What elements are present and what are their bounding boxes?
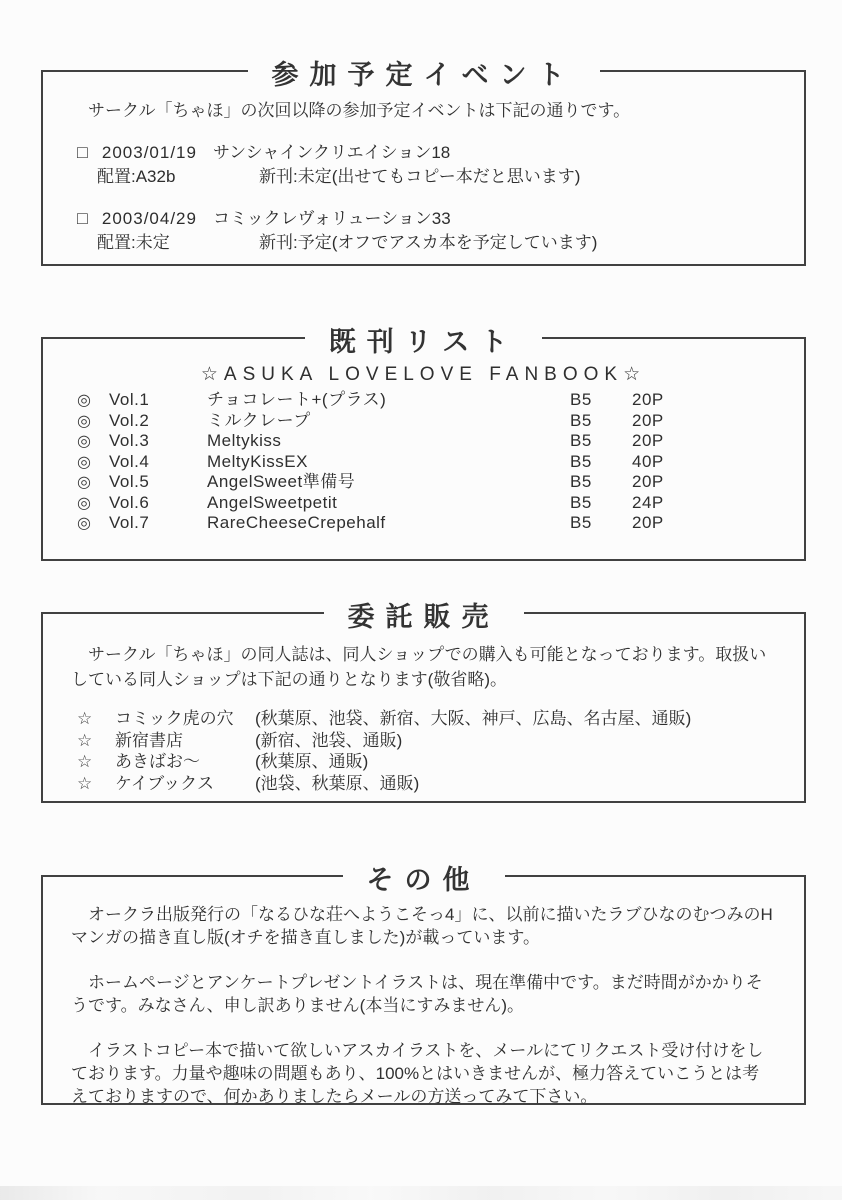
book-row — [43, 452, 804, 473]
event-new-book: 新刊:未定(出せてもコピー本だと思います) — [259, 167, 581, 186]
double-circle-icon: ◎ — [77, 515, 92, 532]
section-upcoming-events — [41, 60, 806, 266]
event-placement: 配置:未定 — [97, 233, 170, 252]
book-volume: Vol.5 — [109, 472, 150, 491]
book-volume: Vol.7 — [109, 513, 150, 532]
section-title-text: その他 — [343, 858, 505, 897]
section-consignment — [41, 602, 806, 803]
event-details — [77, 231, 804, 255]
book-size: B5 — [570, 410, 592, 430]
event-headline — [77, 140, 804, 165]
section-other — [41, 865, 806, 1106]
shop-name: コミック虎の穴 — [115, 709, 234, 728]
section-title-text: 既刊リスト — [305, 320, 542, 359]
book-title: AngelSweetpetit — [207, 492, 338, 512]
section-published-list-title — [43, 320, 804, 359]
event-placement: 配置:A32b — [97, 167, 176, 186]
book-row — [43, 411, 804, 432]
shop-row — [43, 773, 804, 795]
double-circle-icon: ◎ — [77, 433, 92, 450]
scan-artifact — [0, 1186, 842, 1200]
double-circle-icon: ◎ — [77, 392, 92, 409]
book-volume: Vol.2 — [109, 410, 150, 430]
book-row — [43, 431, 804, 452]
book-row — [43, 390, 804, 411]
book-title: チョコレート+(プラス) — [207, 390, 387, 409]
shop-branches: (新宿、池袋、通販) — [255, 730, 403, 750]
section-title-text: 委託販売 — [324, 595, 524, 634]
section-published-list — [41, 327, 806, 561]
event-date: 2003/04/29 — [101, 209, 197, 228]
book-pages: 20P — [632, 513, 664, 532]
shop-list — [43, 708, 804, 794]
section-upcoming-events-title — [43, 53, 804, 92]
book-size: B5 — [570, 492, 592, 512]
checkbox-icon: □ — [77, 208, 88, 228]
book-volume: Vol.6 — [109, 492, 150, 512]
book-title: AngelSweet準備号 — [207, 472, 356, 491]
book-row — [43, 472, 804, 493]
shop-branches: (池袋、秋葉原、通販) — [255, 773, 420, 793]
book-pages: 20P — [632, 390, 664, 409]
shop-row — [43, 708, 804, 730]
book-title: ミルクレープ — [207, 410, 311, 430]
shop-branches: (秋葉原、池袋、新宿、大阪、神戸、広島、名古屋、通販) — [255, 709, 692, 728]
event-item — [43, 140, 804, 189]
checkbox-icon: □ — [77, 142, 88, 162]
book-volume: Vol.4 — [109, 451, 150, 471]
shop-name: あきばお〜 — [115, 752, 200, 771]
event-headline — [77, 206, 804, 231]
event-new-book: 新刊:予定(オフでアスカ本を予定しています) — [259, 233, 598, 252]
book-size: B5 — [570, 431, 592, 450]
double-circle-icon: ◎ — [77, 494, 92, 512]
book-row — [43, 513, 804, 534]
book-pages: 20P — [632, 431, 664, 450]
star-icon: ☆ — [77, 730, 93, 750]
book-title: Meltykiss — [207, 431, 282, 450]
event-details — [77, 165, 804, 189]
shop-branches: (秋葉原、通販) — [255, 752, 369, 771]
fanbook-heading: ☆ASUKA LOVELOVE FANBOOK☆ — [200, 364, 647, 385]
book-size: B5 — [570, 451, 592, 471]
other-paragraph: ホームページとアンケートプレゼントイラストは、現在準備中です。まだ時間がかかりそうです。みなさん、申し訳ありません(本当にすみません)。 — [71, 973, 763, 1015]
double-circle-icon: ◎ — [77, 453, 92, 471]
double-circle-icon: ◎ — [77, 412, 92, 430]
book-title: RareCheeseCrepehalf — [207, 513, 386, 532]
event-item — [43, 206, 804, 255]
section-other-title — [43, 858, 804, 897]
star-icon: ☆ — [77, 752, 93, 771]
event-date: 2003/01/19 — [101, 143, 197, 162]
book-pages: 20P — [632, 410, 664, 430]
shop-name: 新宿書店 — [115, 730, 183, 750]
event-name: サンシャインクリエイション18 — [212, 143, 451, 162]
star-icon: ☆ — [77, 709, 93, 728]
book-size: B5 — [570, 472, 592, 491]
section-title-text: 参加予定イベント — [248, 53, 600, 92]
shop-row — [43, 730, 804, 752]
book-pages: 40P — [632, 451, 664, 471]
book-pages: 24P — [632, 492, 664, 512]
book-size: B5 — [570, 390, 592, 409]
shop-name: ケイブックス — [115, 773, 214, 793]
other-paragraph: イラストコピー本で描いて欲しいアスカイラストを、メールにてリクエスト受け付けをしております。力量や趣味の問題もあり、100%とはいきませんが、極力答えていこうとは考えておりますので、何かありましたらメールの方送ってみて下さい。 — [71, 1041, 764, 1106]
other-paragraph: オークラ出版発行の「なるひな荘へようこそっ4」に、以前に描いたラブひなのむつみのHマンガの描き直し版(オチを描き直しました)が載っています。 — [71, 905, 773, 947]
shop-row — [43, 751, 804, 773]
book-pages: 20P — [632, 472, 664, 491]
double-circle-icon: ◎ — [77, 474, 92, 491]
book-size: B5 — [570, 513, 592, 532]
section-consignment-title — [43, 595, 804, 634]
book-row — [43, 493, 804, 514]
book-volume: Vol.1 — [109, 390, 150, 409]
book-title: MeltyKissEX — [207, 451, 308, 471]
event-name: コミックレヴォリューション33 — [212, 209, 451, 228]
events-intro: サークル「ちゃほ」の次回以降の参加予定イベントは下記の通りです。 — [88, 101, 631, 120]
consignment-intro: サークル「ちゃほ」の同人誌は、同人ショップでの購入も可能となっております。取扱いしている同人ショップは下記の通りとなります(敬省略)。 — [71, 645, 767, 689]
book-volume: Vol.3 — [109, 431, 150, 450]
star-icon: ☆ — [77, 773, 93, 793]
